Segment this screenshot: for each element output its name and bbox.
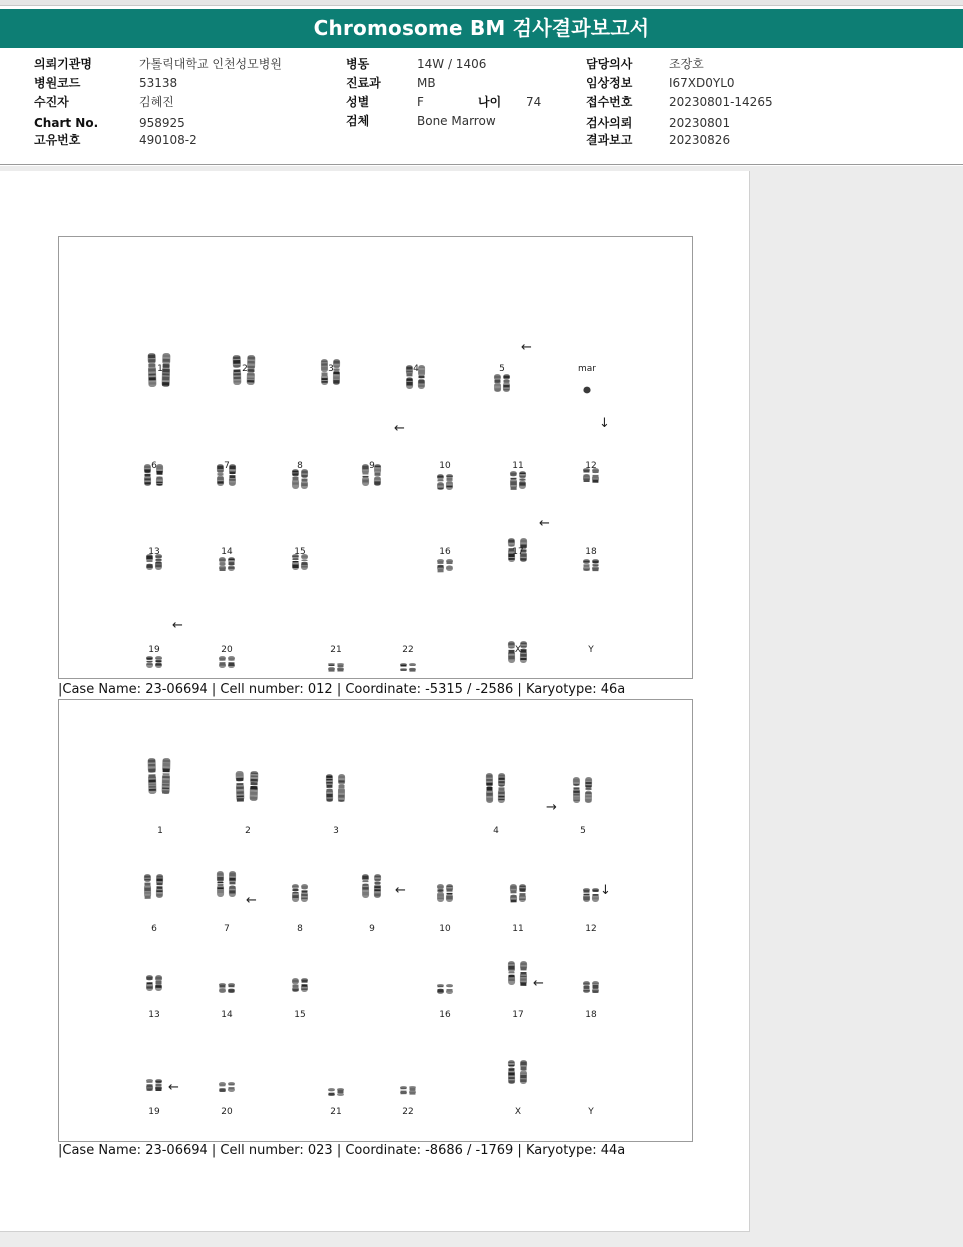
chromosome-label: 10 <box>439 924 451 934</box>
specimen-value: Bone Marrow <box>417 114 496 128</box>
sex-value: F <box>417 95 424 109</box>
chromosome-label: 3 <box>328 364 334 374</box>
chromosome-label: 20 <box>221 645 233 655</box>
abnormality-arrow-icon: ← <box>168 1080 179 1095</box>
receipt-label: 접수번호 <box>586 95 633 109</box>
result-value: 20230826 <box>669 133 731 147</box>
chromosome-label: 18 <box>585 547 597 557</box>
chromosome-label: 18 <box>585 1010 597 1020</box>
hospital-value: 가톨릭대학교 인천성모병원 <box>139 57 282 71</box>
chromosome-label: 19 <box>148 1107 160 1117</box>
chromosome-label: 2 <box>245 826 251 836</box>
chromosome-label: 7 <box>224 461 230 471</box>
karyogram-panel-1 <box>58 236 693 679</box>
chromosome-label: 17 <box>512 547 524 557</box>
ward-value: 14W / 1406 <box>417 57 487 71</box>
abnormality-arrow-icon: ← <box>521 340 532 355</box>
chromosome-label: X <box>514 1107 522 1117</box>
report-title: Chromosome BM 검사결과보고서 <box>0 9 963 48</box>
karyogram-caption-1: |Case Name: 23-06694 | Cell number: 012 | Coordinate: -5315 / -2586 | Karyotype: 46a <box>58 682 626 697</box>
clinical-label: 임상정보 <box>586 76 633 90</box>
abnormality-arrow-icon: ↓ <box>600 883 611 898</box>
chromosome-label: 3 <box>333 826 339 836</box>
chart-label: Chart No. <box>34 116 99 130</box>
hospital-label: 의뢰기관명 <box>34 57 92 71</box>
chromosome-label: 5 <box>499 364 505 374</box>
abnormality-arrow-icon: ← <box>172 618 183 633</box>
doctor-value: 조장호 <box>669 57 704 71</box>
abnormality-arrow-icon: ← <box>395 883 406 898</box>
chromosome-label: 13 <box>148 1010 160 1020</box>
chart-value: 958925 <box>139 116 185 130</box>
chromosome-label: 7 <box>224 924 230 934</box>
chromosome-label: 9 <box>369 924 375 934</box>
chromosome-label: 14 <box>221 1010 233 1020</box>
chromosome-label: 16 <box>439 547 451 557</box>
chromosome-label: 12 <box>585 461 597 471</box>
karyogram-caption-2: |Case Name: 23-06694 | Cell number: 023 | Coordinate: -8686 / -1769 | Karyotype: 44a <box>58 1143 626 1158</box>
chromosome-label: 1 <box>157 826 163 836</box>
code-value: 53138 <box>139 76 178 90</box>
abnormality-arrow-icon: ← <box>539 516 550 531</box>
id-value: 490108-2 <box>139 133 197 147</box>
chromosome-label: 14 <box>221 547 233 557</box>
id-label: 고유번호 <box>34 133 81 147</box>
chromosome-label: 2 <box>242 364 248 374</box>
patient-label: 수진자 <box>34 95 69 109</box>
chromosome-label: 22 <box>402 1107 414 1117</box>
sex-label: 성별 <box>346 95 370 109</box>
chromosome-label: 19 <box>148 645 160 655</box>
chromosome-label: 6 <box>151 461 157 471</box>
chromosome-label: mar <box>578 364 596 374</box>
abnormality-arrow-icon: → <box>546 800 557 815</box>
age-label: 나이 <box>478 95 502 109</box>
chromosome-label: Y <box>588 645 594 655</box>
chromosome-label: Y <box>588 1107 594 1117</box>
chromosome-label: 15 <box>294 1010 306 1020</box>
age-value: 74 <box>526 95 542 109</box>
chromosome-label: 13 <box>148 547 160 557</box>
request-value: 20230801 <box>669 116 731 130</box>
chromosome-label: 11 <box>512 461 524 471</box>
dept-value: MB <box>417 76 436 90</box>
dept-label: 진료과 <box>346 76 381 90</box>
chromosome-label: 8 <box>297 924 303 934</box>
chromosome-label: 21 <box>330 1107 342 1117</box>
chromosome-label: 4 <box>413 364 419 374</box>
abnormality-arrow-icon: ↓ <box>599 416 610 431</box>
chromosome-label: 10 <box>439 461 451 471</box>
ward-label: 병동 <box>346 57 370 71</box>
chromosome-label: 12 <box>585 924 597 934</box>
chromosome-label: 6 <box>151 924 157 934</box>
chromosome-label: 4 <box>493 826 499 836</box>
clinical-value: I67XD0YL0 <box>669 76 735 90</box>
chromosome-label: 17 <box>512 1010 524 1020</box>
abnormality-arrow-icon: ← <box>246 893 257 908</box>
chromosome-label: 8 <box>297 461 303 471</box>
karyogram-panel-2 <box>58 699 693 1142</box>
chromosome-label: 15 <box>294 547 306 557</box>
result-label: 결과보고 <box>586 133 633 147</box>
code-label: 병원코드 <box>34 76 81 90</box>
chromosome-label: X <box>514 645 522 655</box>
doctor-label: 담당의사 <box>586 57 633 71</box>
chromosome-label: 20 <box>221 1107 233 1117</box>
specimen-label: 검체 <box>346 114 370 128</box>
chromosome-label: 22 <box>402 645 414 655</box>
top-border <box>0 0 963 6</box>
chromosome-label: 9 <box>369 461 375 471</box>
chromosome-label: 11 <box>512 924 524 934</box>
chromosome-label: 1 <box>157 364 163 374</box>
receipt-value: 20230801-14265 <box>669 95 773 109</box>
chromosome-label: 16 <box>439 1010 451 1020</box>
patient-info <box>0 52 963 164</box>
request-label: 검사의뢰 <box>586 116 633 130</box>
abnormality-arrow-icon: ← <box>394 421 405 436</box>
patient-value: 김혜진 <box>139 95 174 109</box>
header-divider <box>0 164 963 165</box>
chromosome-label: 21 <box>330 645 342 655</box>
abnormality-arrow-icon: ← <box>533 976 544 991</box>
chromosome-label: 5 <box>580 826 586 836</box>
